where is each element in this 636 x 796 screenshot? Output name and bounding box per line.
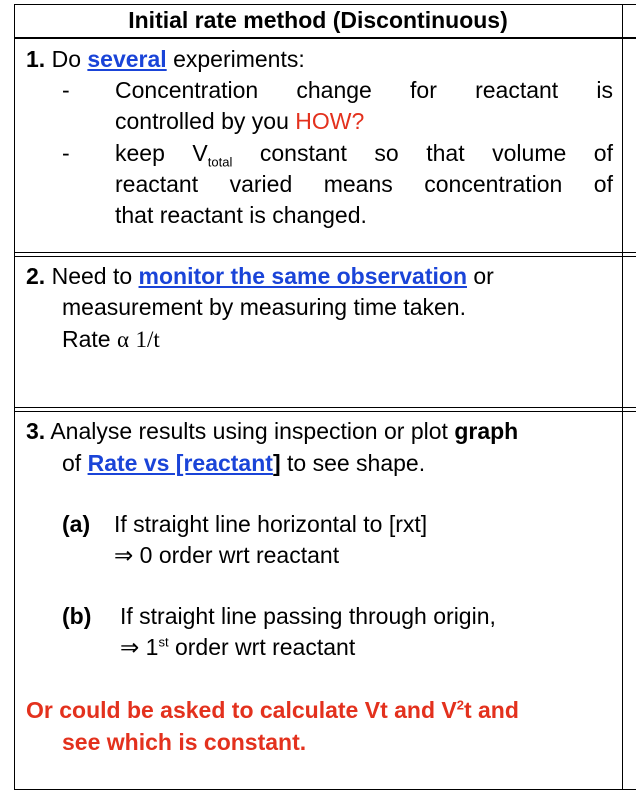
row-divider-title xyxy=(14,37,636,39)
row1-bullet2-line1-after: constant so that volume of xyxy=(259,140,613,166)
row1-bullet2-v: keep V xyxy=(115,140,208,166)
row-divider-2b xyxy=(14,411,636,412)
row2-rate xyxy=(62,324,160,355)
row-divider-2 xyxy=(14,407,636,408)
row-divider-1b xyxy=(14,256,636,257)
table-border-bottom xyxy=(14,789,636,790)
row3-b-line2 xyxy=(120,632,355,663)
row1-bullet2-line3: that reactant is changed. xyxy=(115,202,367,228)
row1-bullet2-vtotal xyxy=(115,140,233,170)
row1-number: 1. xyxy=(26,46,46,72)
row3-a-line2: ⇒ 0 order wrt reactant xyxy=(114,542,340,568)
row2-number: 2. xyxy=(26,263,46,289)
row3-note-line2: see which is constant. xyxy=(62,729,307,755)
row3-line1 xyxy=(26,416,518,447)
row3-a-label: (a) xyxy=(62,511,91,537)
row1-bullet1-line2 xyxy=(115,106,364,137)
row3-note-after: t and xyxy=(463,697,519,723)
row3-number: 3. xyxy=(26,418,46,444)
row1-intro-link: several xyxy=(87,46,167,72)
row1-block xyxy=(26,44,305,75)
row2-line1 xyxy=(26,261,494,292)
row3-a-line1: If straight line horizontal to [rxt] xyxy=(114,511,428,537)
row3-link: Rate vs [reactant xyxy=(87,450,273,476)
table-border-right xyxy=(622,4,623,790)
row3-line1-before: Analyse results using inspection or plot xyxy=(50,418,448,444)
row2-rate-symbol: α xyxy=(116,327,130,352)
row2-link: monitor the same observation xyxy=(138,263,467,289)
row2-line2: measurement by measuring time taken. xyxy=(62,294,466,320)
row1-bullet1-dash: - xyxy=(62,77,70,103)
row1-bullet2-line1 xyxy=(115,138,613,169)
table-title: Initial rate method (Discontinuous) xyxy=(128,7,508,33)
row3-note-sup: 2 xyxy=(456,697,464,713)
row1-bullet1-how: HOW? xyxy=(295,108,365,134)
row1-bullet1-line2-text: controlled by you xyxy=(115,108,289,134)
row2-line1-before: Need to xyxy=(51,263,133,289)
row3-b-label: (b) xyxy=(62,603,92,629)
row3-note-line1 xyxy=(26,695,519,726)
row1-intro-before: Do xyxy=(51,46,81,72)
row3-b-line1: If straight line passing through origin, xyxy=(120,603,496,629)
row2-rate-label: Rate xyxy=(62,326,111,352)
row3-b-sup: st xyxy=(158,634,169,650)
row2-rate-expr: 1/t xyxy=(135,327,160,352)
row3-line2 xyxy=(62,448,425,479)
row1-bullet2-sub: total xyxy=(207,154,233,170)
row-divider-1 xyxy=(14,252,636,253)
row1-bullet2-dash: - xyxy=(62,140,70,166)
row3-b-line2-after: order wrt reactant xyxy=(174,634,356,660)
row1-bullet1-line1: Concentration change for reactant is xyxy=(115,77,613,103)
row3-line2-after: to see shape. xyxy=(287,450,426,476)
row1-intro-after: experiments: xyxy=(173,46,305,72)
row3-bracket: ] xyxy=(272,450,281,476)
row3-line1-graph: graph xyxy=(454,418,519,444)
row3-note-before: Or could be asked to calculate Vt and V xyxy=(26,697,457,723)
table-border-left xyxy=(14,4,15,790)
row3-b-line2-before: ⇒ 1 xyxy=(120,634,159,660)
row2-line1-after: or xyxy=(473,263,494,289)
row1-bullet2-line2: reactant varied means concentration of xyxy=(115,171,613,197)
row3-line2-before: of xyxy=(62,450,82,476)
